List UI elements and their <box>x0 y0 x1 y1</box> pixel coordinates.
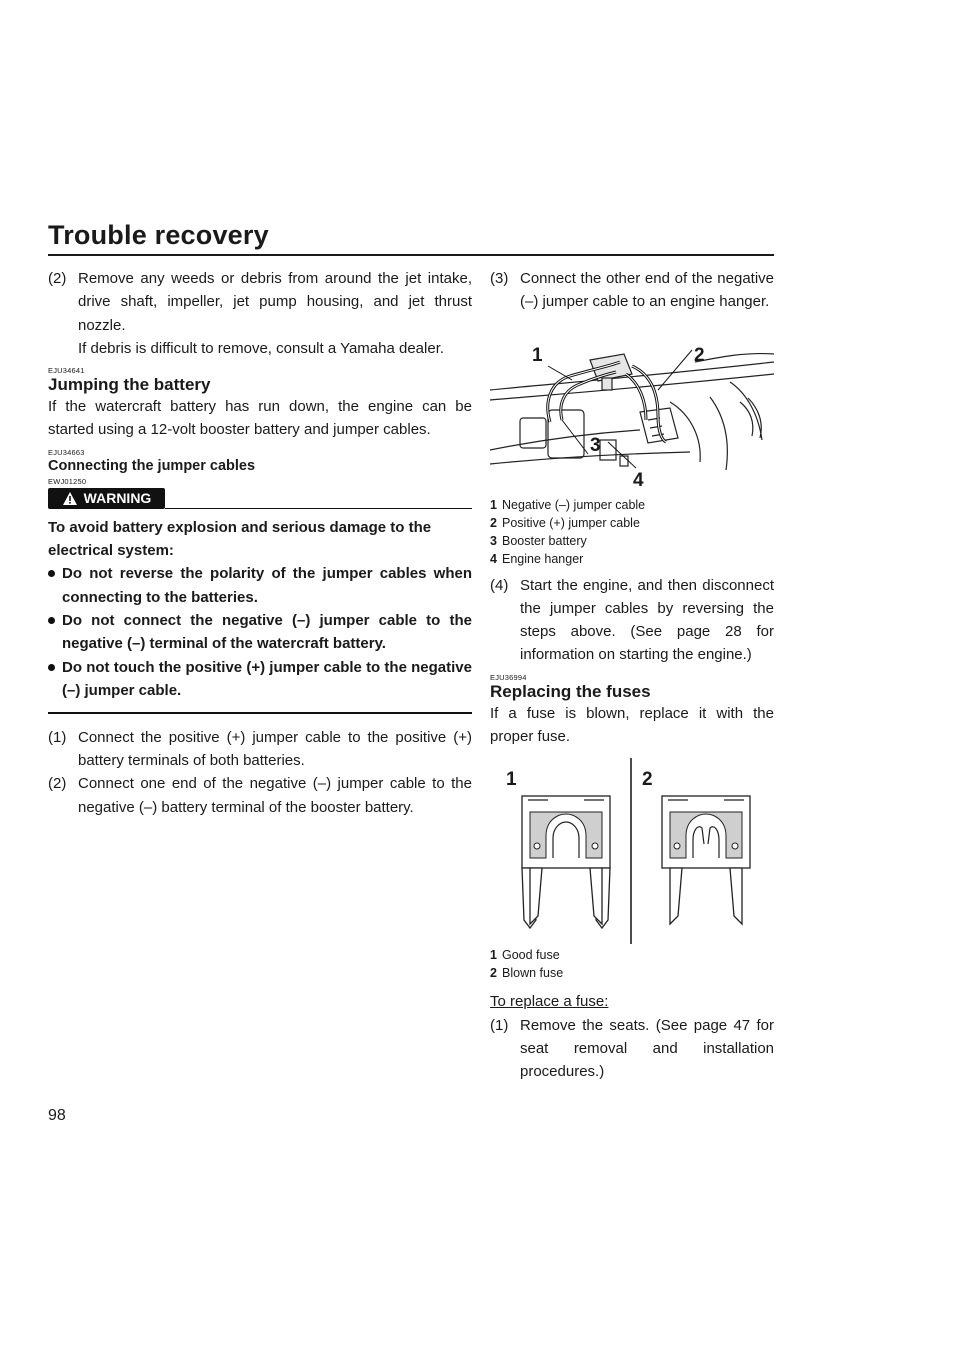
warning-text: To avoid battery explosion and serious damage to the electrical system: <box>48 518 432 560</box>
section-code: EJU34641 <box>48 366 85 376</box>
step-3: (3) Connect the other end of the negative (–) jumper cable to an engine hanger. <box>490 270 774 311</box>
warning-rule <box>165 508 472 510</box>
step-4: (4) Start the engine, and then disconnect the jumper cables by reversing the steps above. (See page 28 for information on starting the engine.) <box>490 576 774 664</box>
legend-item: 1 Good fuse <box>490 948 560 963</box>
page-number: 98 <box>48 1107 66 1124</box>
step-1: (1) Connect the positive (+) jumper cable to the positive (+) battery terminals of both batteries. <box>48 728 472 769</box>
legend-item: 2 Blown fuse <box>490 966 564 981</box>
step-2: (2) Connect one end of the negative (–) jumper cable to the negative (–) battery terminal of the booster battery. <box>48 775 472 816</box>
left-column <box>48 267 472 819</box>
fuse-illustration <box>490 758 774 946</box>
section-code: EJU36994 <box>490 672 527 682</box>
warning-header <box>48 488 472 510</box>
warning-bullet: Do not touch the positive (+) jumper cable to the negative (–) jumper cable. <box>48 656 472 703</box>
figure-label: 1 <box>506 769 517 791</box>
warning-end-rule <box>48 712 472 714</box>
section-heading: Replacing the fuses <box>490 681 651 701</box>
subsection-code: EJU34663 <box>48 447 85 457</box>
procedure-subheading: To replace a fuse: <box>490 993 609 1011</box>
page-title: Trouble recovery <box>48 220 269 250</box>
fuse-step-1: (1) Remove the seats. (See page 47 for seat removal and installation procedures.) <box>490 1016 774 1081</box>
warning-bullet: Do not reverse the polarity of the jumper cables when connecting to the batteries. <box>48 562 472 609</box>
subsection-heading: Connecting the jumper cables <box>48 457 256 474</box>
step-text: Remove any weeds or debris from around the jet intake, drive shaft, impeller, jet pump housing, and jet thrust nozzle. <box>78 270 472 334</box>
figure-label: 3 <box>590 434 601 456</box>
step-text-2: If debris is difficult to remove, consult a Yamaha dealer. <box>78 339 445 357</box>
figure-label: 2 <box>694 344 705 366</box>
right-column <box>490 267 774 1084</box>
step-number: (2) <box>48 270 67 287</box>
warning-badge <box>48 488 165 509</box>
legend-item: 4 Engine hanger <box>490 551 584 566</box>
warning-bullet: Do not connect the negative (–) jumper cable to the negative (–) terminal of the watercraft battery. <box>48 609 472 656</box>
figure-legend <box>490 946 774 982</box>
section-body: If a fuse is blown, replace it with the proper fuse. <box>490 704 774 746</box>
figure-label: 4 <box>633 469 644 491</box>
jumper-cable-figure <box>490 322 774 492</box>
step-2-intro <box>48 267 472 360</box>
header-rule <box>48 254 774 256</box>
warning-code: EWJ01250 <box>48 476 87 486</box>
figure-label: 1 <box>532 344 543 366</box>
section-heading: Jumping the battery <box>48 375 211 395</box>
figure-legend <box>490 496 774 568</box>
section-body: If the watercraft battery has run down, the engine can be started using a 12-volt booster battery and jumper cables. <box>48 398 472 439</box>
warning-triangle-icon <box>62 491 78 506</box>
figure-label: 2 <box>642 769 653 791</box>
legend-item: 3 Booster battery <box>490 533 587 548</box>
legend-item: 2 Positive (+) jumper cable <box>490 515 640 530</box>
fuse-figure <box>490 758 774 946</box>
legend-item: 1 Negative (–) jumper cable <box>490 497 646 512</box>
warning-label: WARNING <box>83 489 152 506</box>
